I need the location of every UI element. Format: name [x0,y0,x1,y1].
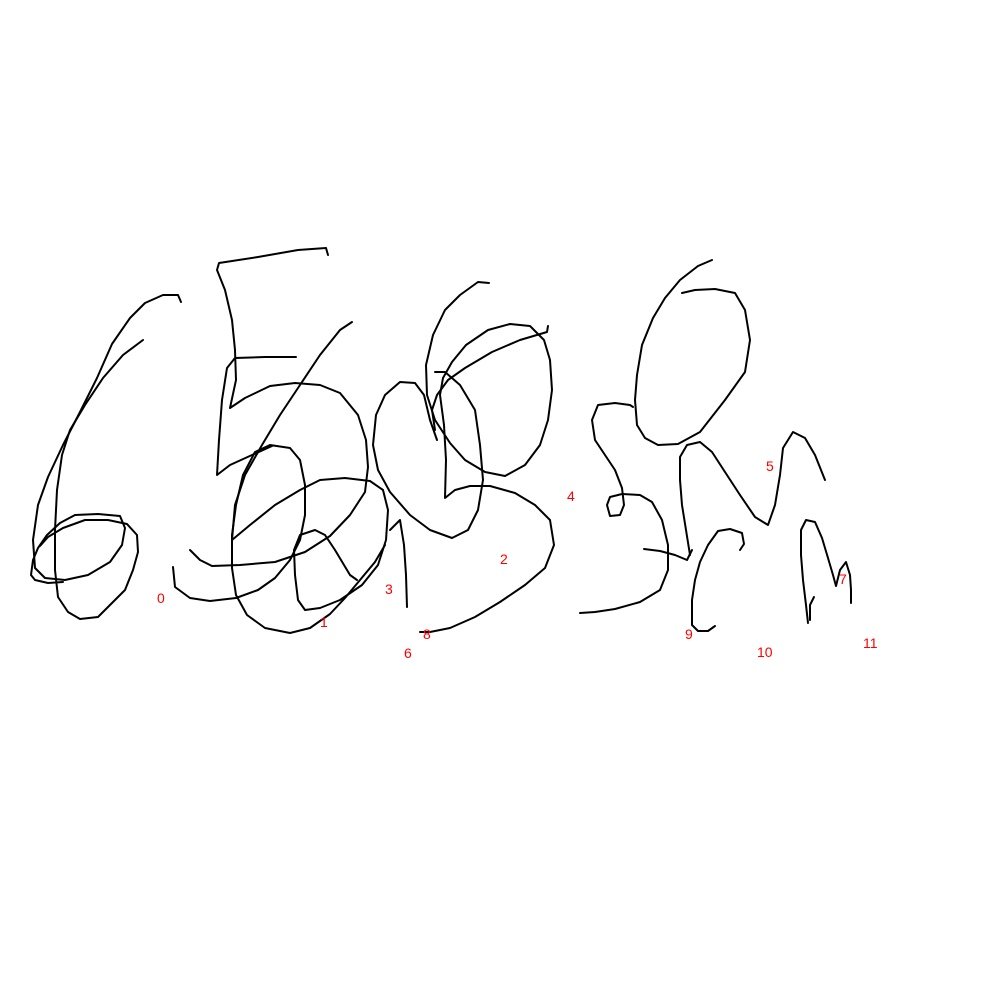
stroke-index-label-9: 9 [685,626,693,642]
handwriting-stroke [190,248,368,566]
stroke-index-label-3: 3 [385,581,393,597]
stroke-index-label-2: 2 [500,551,508,567]
handwriting-stroke [635,260,750,445]
stroke-index-label-10: 10 [757,644,773,660]
handwriting-stroke [31,295,181,583]
handwriting-stroke [40,340,143,619]
stroke-index-label-1: 1 [320,614,328,630]
handwriting-stroke [232,322,388,610]
handwriting-stroke [680,432,825,555]
stroke-index-label-11: 11 [863,635,878,651]
stroke-index-labels [157,458,878,661]
stroke-index-label-5: 5 [766,458,774,474]
handwriting-stroke [420,282,554,632]
handwriting-stroke [217,357,296,475]
ink-strokes [31,248,851,633]
handwriting-stroke [810,597,814,620]
handwriting-stroke [692,529,744,631]
handwriting-stroke [173,445,385,633]
stroke-index-label-8: 8 [423,626,431,642]
handwriting-stroke [432,326,548,430]
handwriting-stroke [580,403,668,613]
stroke-index-label-0: 0 [157,590,165,606]
stroke-index-label-6: 6 [404,645,412,661]
stroke-index-label-7: 7 [839,571,847,587]
stroke-index-label-4: 4 [567,488,575,504]
